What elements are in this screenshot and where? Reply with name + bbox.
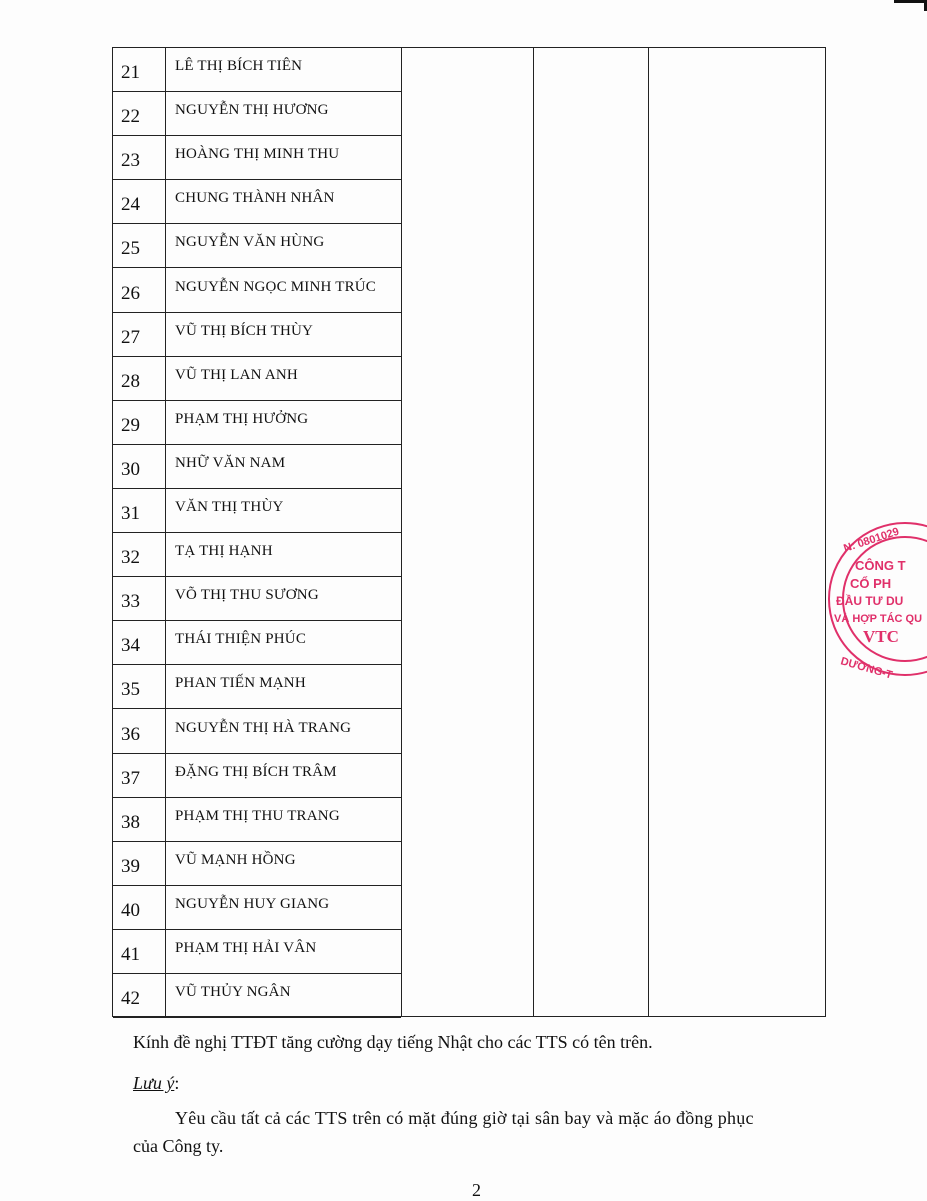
row-number: 28 [121, 370, 140, 392]
stamp-text-line: CỔ PH [850, 576, 892, 591]
table-row [113, 842, 401, 886]
trainee-name: PHAN TIẾN MẠNH [175, 675, 306, 692]
table-row [113, 754, 401, 798]
row-number: 25 [121, 238, 140, 260]
trainee-name: VŨ MẠNH HỒNG [175, 851, 296, 868]
trainee-name: NHỮ VĂN NAM [175, 454, 286, 471]
note-heading [133, 1073, 179, 1094]
trainee-name: LÊ THỊ BÍCH TIÊN [175, 58, 303, 74]
trainee-name: PHẠM THỊ HẢI VÂN [175, 940, 317, 956]
trainee-name: NGUYỄN HUY GIANG [175, 895, 330, 912]
table-row [113, 577, 401, 621]
table-row [113, 180, 401, 224]
table-row [113, 136, 401, 180]
row-number: 36 [121, 723, 140, 745]
table-row [113, 269, 401, 313]
note-label: Lưu ý [133, 1073, 175, 1093]
trainee-name: PHẠM THỊ HƯỞNG [175, 410, 309, 427]
trainee-name: VŨ THỊ LAN ANH [175, 366, 298, 383]
table-row [113, 224, 401, 268]
row-number: 23 [121, 150, 140, 172]
trainee-name: VĂN THỊ THÙY [175, 499, 284, 515]
trainee-name: HOÀNG THỊ MINH THU [175, 146, 340, 163]
trainee-name: CHUNG THÀNH NHÂN [175, 190, 335, 207]
column-divider [648, 48, 649, 1016]
row-number: 42 [121, 988, 140, 1010]
row-number: 38 [121, 811, 140, 833]
note-colon: : [174, 1073, 180, 1093]
stamp-text-line: VÀ HỢP TÁC QU [834, 613, 923, 625]
row-number: 32 [121, 547, 140, 569]
trainee-table [112, 47, 826, 1017]
note-line-2: của Công ty. [133, 1136, 224, 1156]
trainee-name: VÕ THỊ THU SƯƠNG [175, 587, 319, 604]
trainee-name: THÁI THIỆN PHÚC [175, 631, 307, 648]
stamp-text-line: VTC [863, 627, 899, 646]
column-divider [401, 48, 402, 1016]
table-row [113, 48, 401, 92]
trainee-name: ĐẶNG THỊ BÍCH TRÂM [175, 763, 337, 780]
trainee-name: NGUYỄN NGỌC MINH TRÚC [175, 278, 377, 295]
row-number: 35 [121, 679, 140, 701]
table-row [113, 357, 401, 401]
table-row [113, 930, 401, 974]
row-number: 27 [121, 326, 140, 348]
stamp-text-line: DƯƠNG-T [839, 655, 894, 682]
row-number: 31 [121, 503, 140, 524]
stamp-text-line: ĐẦU TƯ DU [836, 594, 904, 608]
stamp-text-line: N: 0801029 [842, 525, 901, 555]
trainee-name: TẠ THỊ HẠNH [175, 543, 273, 560]
trainee-name: NGUYỄN VĂN HÙNG [175, 234, 325, 251]
trainee-name: NGUYỄN THỊ HƯƠNG [175, 102, 329, 119]
trainee-name: NGUYỄN THỊ HÀ TRANG [175, 719, 352, 736]
row-number: 26 [121, 282, 140, 304]
trainee-name: PHẠM THỊ THU TRANG [175, 807, 340, 824]
table-row [113, 974, 401, 1018]
row-number: 39 [121, 855, 140, 877]
table-row [113, 445, 401, 489]
table-row [113, 92, 401, 136]
trainee-name: VŨ THỊ BÍCH THÙY [175, 322, 314, 339]
table-row [113, 621, 401, 665]
scan-corner-mark [894, 0, 927, 11]
trainee-name: VŨ THỦY NGÂN [175, 984, 291, 1001]
row-number: 41 [121, 944, 140, 965]
table-row [113, 313, 401, 357]
table-row [113, 489, 401, 533]
row-number: 37 [121, 767, 140, 789]
table-row [113, 886, 401, 930]
row-number: 29 [121, 414, 140, 436]
note-line-1: Yêu cầu tất cả các TTS trên có mặt đúng giờ tại sân bay và mặc áo đồng phục [175, 1108, 754, 1128]
table-row [113, 710, 401, 754]
table-row [113, 533, 401, 577]
row-number: 40 [121, 899, 140, 921]
stamp-text-line: CÔNG T [855, 558, 906, 573]
table-row [113, 665, 401, 709]
company-stamp [825, 512, 927, 687]
row-number: 33 [121, 591, 140, 613]
column-divider [533, 48, 534, 1016]
row-number: 24 [121, 194, 140, 216]
row-number: 22 [121, 106, 140, 128]
row-number: 30 [121, 458, 140, 480]
page-number: 2 [472, 1180, 481, 1200]
table-row [113, 798, 401, 842]
row-number: 21 [121, 62, 140, 83]
row-number: 34 [121, 635, 140, 657]
request-text: Kính đề nghị TTĐT tăng cường dạy tiếng Nhật cho các TTS có tên trên. [133, 1032, 653, 1052]
table-row [113, 401, 401, 445]
